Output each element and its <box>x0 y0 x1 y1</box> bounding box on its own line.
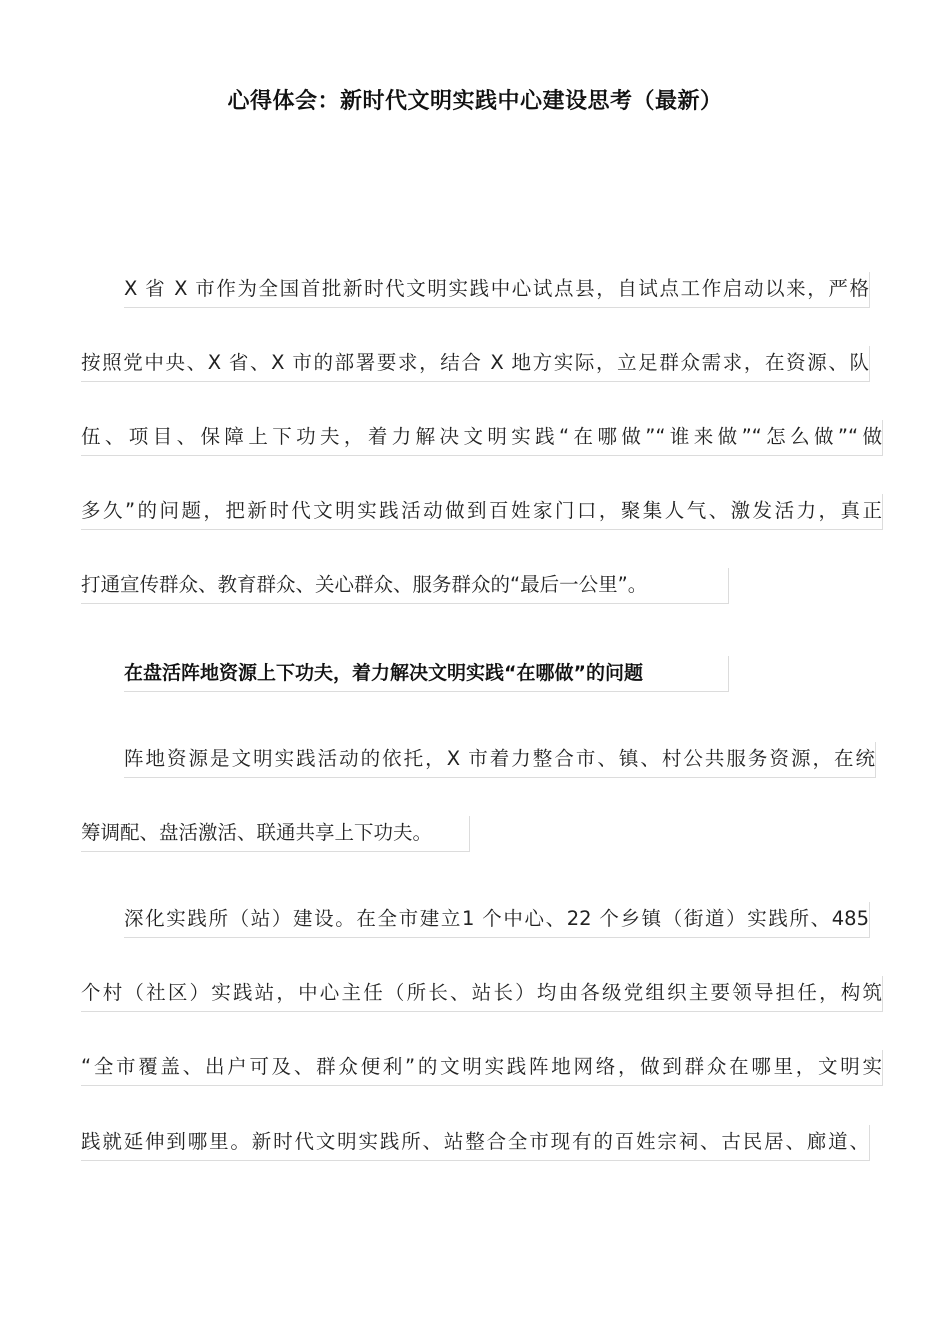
paragraph-1-line-4: 多久”的问题，把新时代文明实践活动做到百姓家门口，聚集人气、激发活力，真正 <box>81 494 883 530</box>
document-title: 心得体会：新时代文明实践中心建设思考（最新） <box>227 89 723 114</box>
paragraph-3-line-2: 个村（社区）实践站，中心主任（所长、站长）均由各级党组织主要领导担任，构筑 <box>81 976 883 1012</box>
paragraph-3-line-3: “全市覆盖、出户可及、群众便利”的文明实践阵地网络，做到群众在哪里，文明实 <box>81 1050 883 1086</box>
paragraph-2-line-1: 阵地资源是文明实践活动的依托，X 市着力整合市、镇、村公共服务资源，在统 <box>124 742 876 778</box>
paragraph-1-line-2: 按照党中央、X 省、X 市的部署要求，结合 X 地方实际，立足群众需求，在资源、队 <box>81 346 870 382</box>
paragraph-3-line-4: 践就延伸到哪里。新时代文明实践所、站整合全市现有的百姓宗祠、古民居、廊道、 <box>81 1125 870 1161</box>
paragraph-1-line-1: X 省 X 市作为全国首批新时代文明实践中心试点县，自试点工作启动以来，严格 <box>124 272 870 308</box>
paragraph-1-line-3: 伍、项目、保障上下功夫，着力解决文明实践“在哪做”“谁来做”“怎么做”“做 <box>81 420 883 456</box>
paragraph-1-line-5: 打通宣传群众、教育群众、关心群众、服务群众的“最后一公里”。 <box>81 568 729 604</box>
section-heading: 在盘活阵地资源上下功夫，着力解决文明实践“在哪做”的问题 <box>124 656 729 692</box>
paragraph-3-line-1: 深化实践所（站）建设。在全市建立1 个中心、22 个乡镇（街道）实践所、485 <box>124 902 870 938</box>
paragraph-2-line-2: 筹调配、盘活激活、联通共享上下功夫。 <box>81 816 470 852</box>
